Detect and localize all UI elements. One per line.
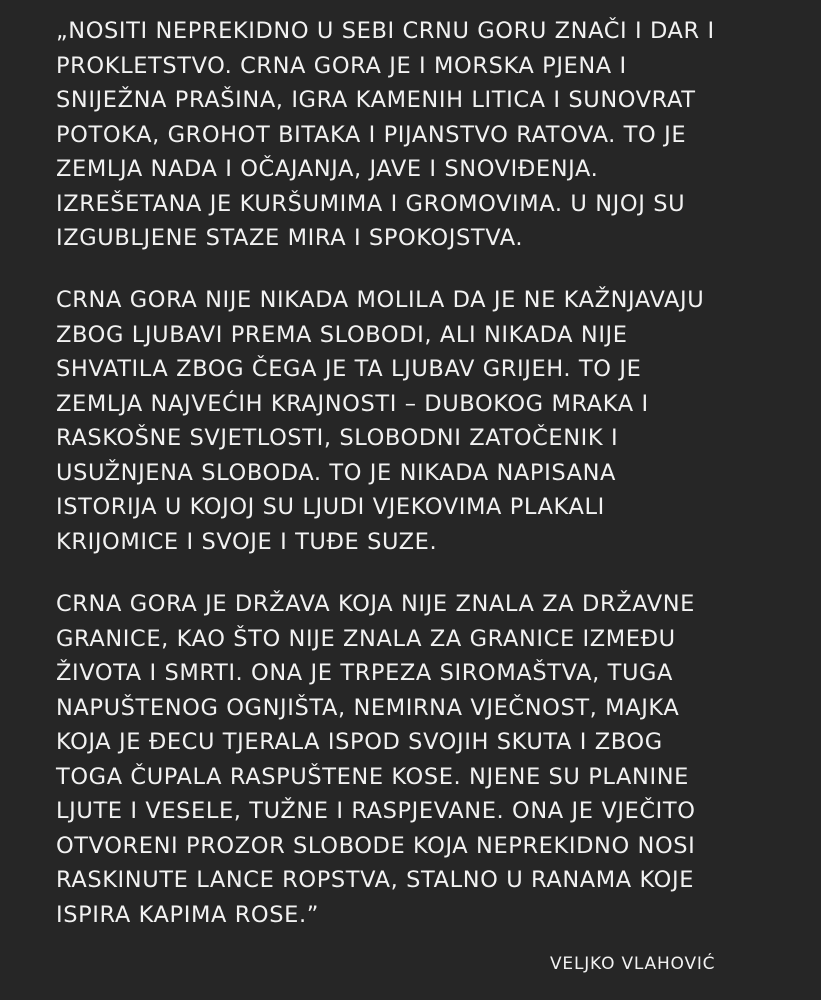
quote-line: RASKOŠNE SVJETLOSTI, SLOBODNI ZATOČENIK I xyxy=(56,425,619,451)
quote-paragraph-2 xyxy=(56,283,704,559)
quote-line: ŽIVOTA I SMRTI. ONA JE TRPEZA SIROMAŠTVA, TUGA xyxy=(56,660,674,686)
quote-line: CRNA GORA JE DRŽAVA KOJA NIJE ZNALA ZA DRŽAVNE xyxy=(56,591,695,617)
quote-line: CRNA GORA NIJE NIKADA MOLILA DA JE NE KAŽNJAVAJU xyxy=(56,287,705,313)
quote-line: POTOKA, GROHOT BITAKA I PIJANSTVO RATOVA. TO JE xyxy=(56,121,687,148)
quote-paragraph-3 xyxy=(56,587,696,932)
quote-line: PROKLETSTVO. CRNA GORA JE I MORSKA PJENA I xyxy=(56,52,627,79)
quote-line: ISTORIJA U KOJOJ SU LJUDI VJEKOVIMA PLAKALI xyxy=(56,494,605,520)
quote-line: IZREŠETANA JE KURŠUMIMA I GROMOVIMA. U NJOJ SU xyxy=(56,190,686,217)
quote-line: KOJA JE ĐECU TJERALA ISPOD SVOJIH SKUTA I ZBOG xyxy=(56,729,663,755)
quote-line: ZEMLJA NADA I OČAJANJA, JAVE I SNOVIĐENJA. xyxy=(56,156,599,182)
quote-line: ZBOG LJUBAVI PREMA SLOBODI, ALI NIKADA NIJE xyxy=(56,321,628,348)
quote-line: KRIJOMICE I SVOJE I TUĐE SUZE. xyxy=(56,528,438,555)
quote-line: IZGUBLJENE STAZE MIRA I SPOKOJSTVA. xyxy=(56,225,524,251)
quote-line: RASKINUTE LANCE ROPSTVA, STALNO U RANAMA KOJE xyxy=(56,867,695,893)
quote-line: USUŽNJENA SLOBODA. TO JE NIKADA NAPISANA xyxy=(56,459,617,486)
quote-line: TOGA ČUPALA RASPUŠTENE KOSE. NJENE SU PLANINE xyxy=(56,763,689,790)
quote-line: SNIJEŽNA PRAŠINA, IGRA KAMENIH LITICA I SUNOVRAT xyxy=(56,87,696,113)
quote-paragraph-1 xyxy=(56,14,715,256)
quote-line: GRANICE, KAO ŠTO NIJE ZNALA ZA GRANICE IZMEĐU xyxy=(56,625,676,652)
quote-line: „NOSITI NEPREKIDNO U SEBI CRNU GORU ZNAČI I DAR I xyxy=(56,18,715,44)
quote-line: SHVATILA ZBOG ČEGA JE TA LJUBAV GRIJEH. TO JE xyxy=(56,356,642,382)
quote-line: ISPIRA KAPIMA ROSE.” xyxy=(56,901,319,928)
quote-line: OTVORENI PROZOR SLOBODE KOJA NEPREKIDNO NOSI xyxy=(56,832,696,859)
author-name: VELJKO VLAHOVIĆ xyxy=(550,954,716,974)
quote-line: NAPUŠTENOG OGNJIŠTA, NEMIRNA VJEČNOST, MAJKA xyxy=(56,694,680,721)
quote-line: ZEMLJA NAJVEĆIH KRAJNOSTI – DUBOKOG MRAKA I xyxy=(56,390,649,417)
quote-line: LJUTE I VESELE, TUŽNE I RASPJEVANE. ONA JE VJEČITO xyxy=(56,798,696,824)
